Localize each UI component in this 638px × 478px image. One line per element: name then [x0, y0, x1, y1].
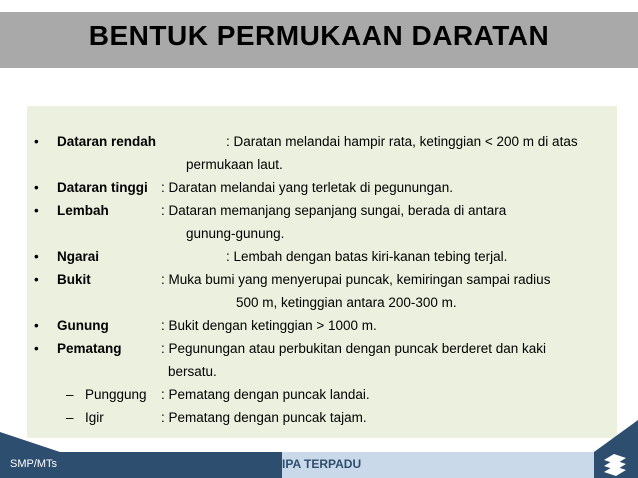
bullet-point: •: [34, 318, 39, 333]
footer-subject: IPA TERPADU: [282, 457, 362, 471]
definition-lembah: : Dataran memanjang sepanjang sungai, berada di antara: [161, 203, 507, 218]
footer-school-level: SMP/MTs: [10, 458, 58, 470]
term-pematang: Pematang: [57, 341, 122, 356]
definition-bukit: : Muka bumi yang menyerupai puncak, kemiringan sampai radius: [161, 272, 551, 287]
term-gunung: Gunung: [57, 318, 109, 333]
sub-bullet-dash: –: [66, 387, 74, 402]
bullet-point: •: [34, 341, 39, 356]
subterm-punggung: Punggung: [85, 387, 147, 402]
definition-dataran-rendah: : Daratan melandai hampir rata, ketinggian < 200 m di atas: [226, 134, 578, 149]
bullet-point: •: [34, 249, 39, 264]
sub-bullet-dash: –: [66, 410, 74, 425]
term-ngarai: Ngarai: [57, 249, 100, 264]
definition-igir: : Pematang dengan puncak tajam.: [161, 410, 367, 425]
definition-lembah-cont: gunung-gunung.: [186, 226, 285, 241]
definition-pematang: : Pegunungan atau perbukitan dengan puncak berderet dan kaki: [161, 341, 547, 356]
definition-pematang-cont: bersatu.: [168, 364, 217, 379]
footer-left-band: [0, 432, 282, 478]
definition-punggung: : Pematang dengan puncak landai.: [161, 387, 370, 402]
subterm-igir: Igir: [85, 410, 104, 425]
definition-dataran-rendah-cont: permukaan laut.: [186, 157, 283, 172]
bullet-point: •: [34, 134, 39, 149]
definition-gunung: : Bukit dengan ketinggian > 1000 m.: [161, 318, 377, 333]
slide-title: BENTUK PERMUKAAN DARATAN: [88, 20, 550, 51]
term-bukit: Bukit: [57, 272, 91, 287]
bullet-point: •: [34, 272, 39, 287]
definition-ngarai: : Lembah dengan batas kiri-kanan tebing terjal.: [226, 249, 508, 264]
bullet-point: •: [34, 203, 39, 218]
bullet-point: •: [34, 180, 39, 195]
term-dataran-tinggi: Dataran tinggi: [57, 180, 148, 195]
definition-bukit-cont: 500 m, ketinggian antara 200-300 m.: [236, 295, 457, 310]
term-dataran-rendah: Dataran rendah: [57, 134, 157, 149]
term-lembah: Lembah: [57, 203, 109, 218]
definition-dataran-tinggi: : Daratan melandai yang terletak di pegunungan.: [161, 180, 453, 195]
